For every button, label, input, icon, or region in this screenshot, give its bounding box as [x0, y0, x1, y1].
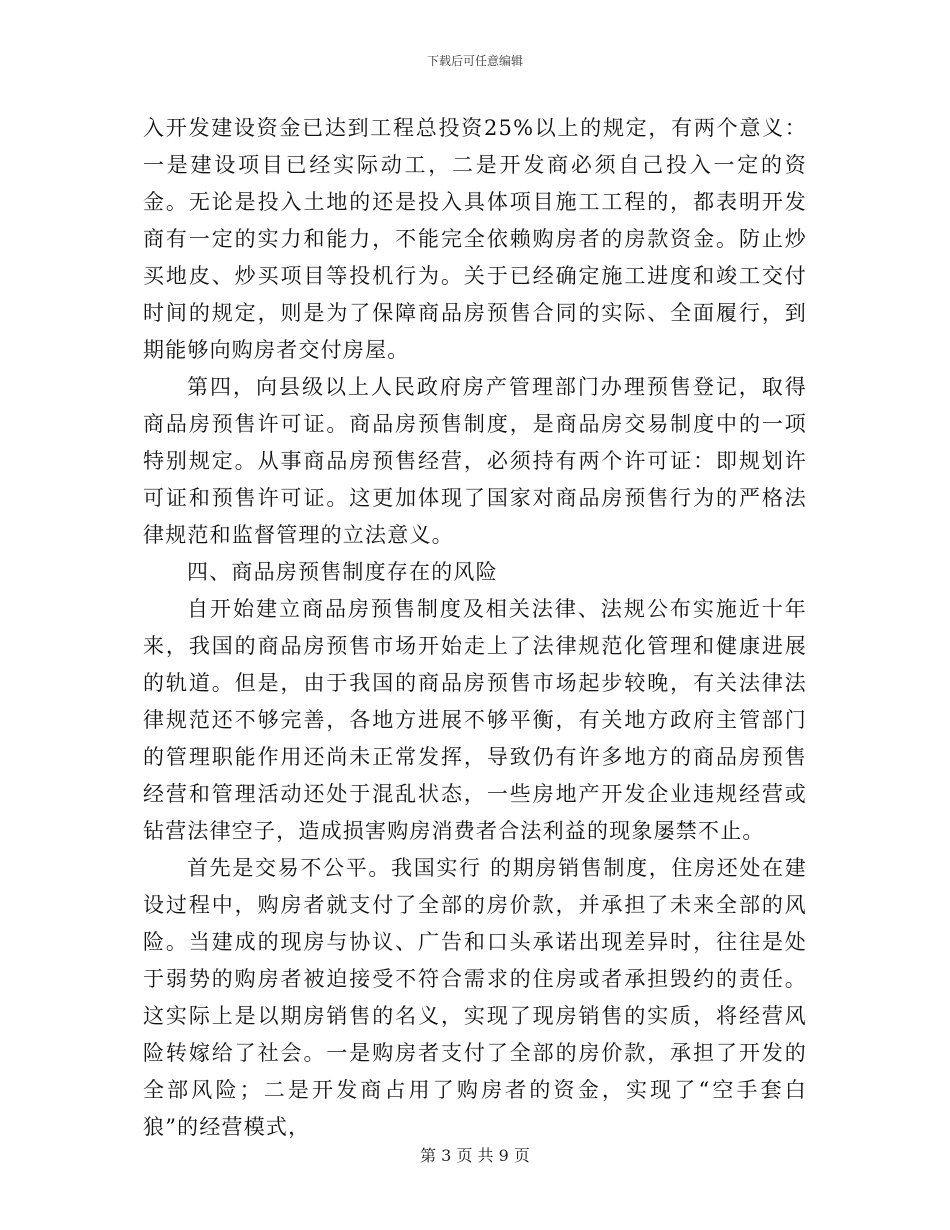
document-body	[143, 110, 807, 1146]
page-header: 下载后可任意编辑	[426, 54, 523, 68]
paragraph-continuation: 入开发建设资金已达到工程总投资25%以上的规定，有两个意义：一是建设项目已经实际动工，二是开发商必须自己投入一定的资金。无论是投入土地的还是投入具体项目施工工程的，都表明开发商有一定的实力和能力，不能完全依赖购房者的房款资金。防止炒买地皮、炒买项目等投机行为。关于已经确定施工进度和竣工交付时间的规定，则是为了保障商品房预售合同的实际、全面履行，到期能够向购房者交付房屋。	[143, 116, 807, 362]
paragraph-fourth-condition: 第四，向县级以上人民政府房产管理部门办理预售登记，取得商品房预售许可证。商品房预售制度，是商品房交易制度中的一项特别规定。从事商品房预售经营，必须持有两个许可证：即规划许可证和预售许可证。这更加体现了国家对商品房预售行为的严格法律规范和监督管理的立法意义。	[143, 375, 807, 547]
section-heading-risks: 四、商品房预售制度存在的风险	[187, 560, 498, 584]
page-number-footer: 第 3 页 共 9 页	[420, 1146, 530, 1165]
paragraph-unfair-trade: 首先是交易不公平。我国实行 的期房销售制度，住房还处在建设过程中，购房者就支付了全部的房价款，并承担了未来全部的风险。当建成的现房与协议、广告和口头承诺出现差异时，往往是处于弱势的购房者被迫接受不符合需求的住房或者承担毁约的责任。这实际上是以期房销售的名义，实现了现房销售的实质，将经营风险转嫁给了社会。一是购房者支付了全部的房价款，承担了开发的全部风险；二是开发商占用了购房者的资金，实现了“空手套白狼”的经营模式，	[143, 856, 807, 1139]
paragraph-risks-overview: 自开始建立商品房预售制度及相关法律、法规公布实施近十年来，我国的商品房预售市场开始走上了法律规范化管理和健康进展的轨道。但是，由于我国的商品房预售市场起步较晚，有关法律法律规范还不够完善，各地方进展不够平衡，有关地方政府主管部门的管理职能作用还尚未正常发挥，导致仍有许多地方的商品房预售经营和管理活动还处于混乱状态，一些房地产开发企业违规经营或钻营法律空子，造成损害购房消费者合法利益的现象屡禁不止。	[143, 597, 807, 843]
